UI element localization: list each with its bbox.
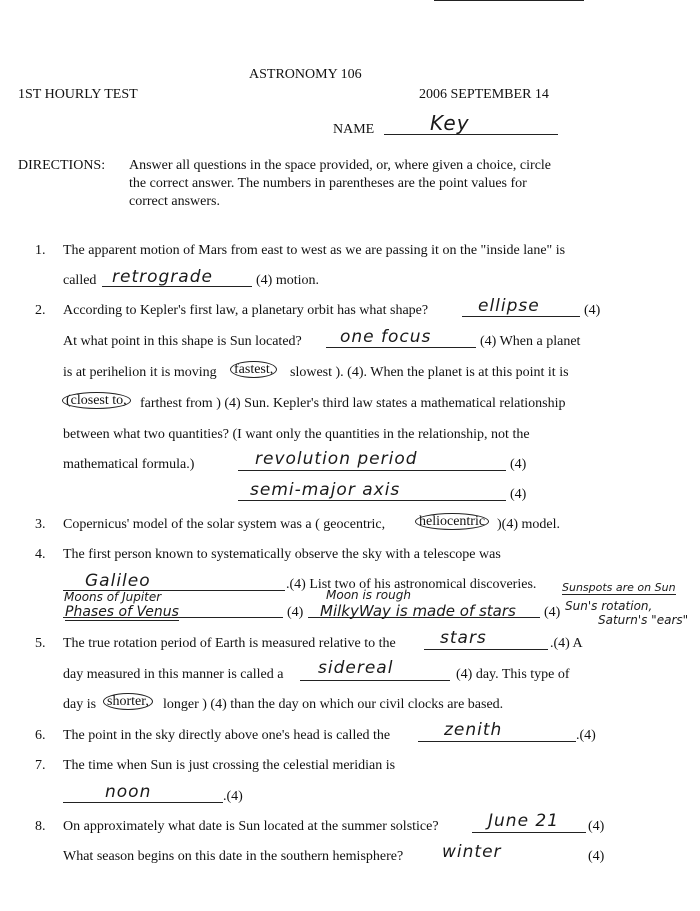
q8-b-answer: winter bbox=[442, 842, 502, 862]
q7-number: 7. bbox=[35, 758, 46, 773]
q6-pre: The point in the sky directly above one's head is called the bbox=[63, 728, 391, 743]
name-line bbox=[384, 134, 558, 135]
q8-number: 8. bbox=[35, 819, 46, 834]
directions-line3: correct answers. bbox=[129, 194, 220, 209]
q8-b-pts: (4) bbox=[588, 849, 605, 864]
q4-number: 4. bbox=[35, 547, 46, 562]
q1-pre: called bbox=[63, 273, 97, 288]
q1-post: (4) motion. bbox=[256, 273, 319, 288]
q8-pre: On approximately what date is Sun located at the summer solstice? bbox=[63, 819, 439, 834]
q3-number: 3. bbox=[35, 517, 46, 532]
q1-line1: The apparent motion of Mars from east to west as we are passing it on the "inside lane" is bbox=[63, 243, 566, 258]
directions-label: DIRECTIONS: bbox=[18, 158, 106, 173]
q8-answer-line bbox=[472, 832, 586, 833]
q3-pre: Copernicus' model of the solar system was a ( geocentric, bbox=[63, 517, 386, 532]
q5-c-pre: day is bbox=[63, 697, 97, 712]
q2-circled-closest: (closest to, bbox=[62, 392, 131, 409]
q2-number: 2. bbox=[35, 303, 46, 318]
q5-b-answer-line bbox=[300, 680, 450, 681]
q2-ans2: semi-major axis bbox=[250, 480, 401, 500]
q2-ans1-points: (4) bbox=[510, 457, 527, 472]
q5-post: .(4) A bbox=[550, 636, 583, 651]
q8-b-answer-line bbox=[434, 0, 584, 1]
q4-disc1 bbox=[65, 603, 179, 621]
q2-ans2-points: (4) bbox=[510, 487, 527, 502]
q2-ans1: revolution period bbox=[255, 449, 418, 469]
q2-b-answer: one focus bbox=[340, 327, 432, 347]
q5-b-post: (4) day. This type of bbox=[456, 667, 570, 682]
q4-note-sunspots-text: Sunspots are on Sun bbox=[562, 581, 676, 594]
q8-answer: June 21 bbox=[488, 811, 560, 831]
q2-line-c-pre: is at perihelion it is moving bbox=[63, 365, 217, 380]
q4-note-saturn: Saturn's "ears" bbox=[598, 613, 689, 627]
name-label: NAME bbox=[333, 122, 375, 137]
q3-post: )(4) model. bbox=[497, 517, 560, 532]
q7-line1: The time when Sun is just crossing the celestial meridian is bbox=[63, 758, 396, 773]
q5-pre: The true rotation period of Earth is measured relative to the bbox=[63, 636, 396, 651]
q4-disc1-text: Phases of Venus bbox=[65, 604, 179, 620]
q8-b-pre: What season begins on this date in the southern hemisphere? bbox=[63, 849, 404, 864]
q7-answer: noon bbox=[105, 782, 152, 802]
q2-b-answer-line bbox=[326, 347, 476, 348]
q4-disc2: MilkyWay is made of stars bbox=[320, 602, 516, 620]
q4-mid: .(4) List two of his astronomical discoveries. bbox=[286, 577, 537, 592]
q7-post: .(4) bbox=[223, 789, 243, 804]
q4-line1: The first person known to systematically observe the sky with a telescope was bbox=[63, 547, 501, 562]
q2-line-d-post: farthest from ) (4) Sun. Kepler's third law states a mathematical relationship bbox=[140, 396, 566, 411]
q5-circled-shorter: shorter, bbox=[103, 693, 153, 710]
q3-circled-heliocentric: heliocentric bbox=[415, 513, 489, 530]
test-date: 2006 SEPTEMBER 14 bbox=[419, 87, 549, 102]
q4-note-moon-rough: Moon is rough bbox=[326, 588, 411, 602]
q2-ans1-line bbox=[238, 470, 506, 471]
q2-b-post: (4) When a planet bbox=[480, 334, 581, 349]
test-title: 1ST HOURLY TEST bbox=[18, 87, 138, 102]
q1-number: 1. bbox=[35, 243, 46, 258]
q2-a-answer-line bbox=[462, 316, 580, 317]
q5-b-pre: day measured in this manner is called a bbox=[63, 667, 284, 682]
q4-note-moons: Moons of Jupiter bbox=[64, 590, 162, 604]
q5-answer: stars bbox=[440, 628, 487, 648]
q4-note-rotation: Sun's rotation, bbox=[565, 599, 653, 613]
name-value: Key bbox=[430, 111, 470, 135]
q2-a-points: (4) bbox=[584, 303, 601, 318]
q6-answer: zenith bbox=[444, 720, 503, 740]
q7-answer-line bbox=[63, 802, 223, 803]
q2-line-a: According to Kepler's first law, a planetary orbit has what shape? bbox=[63, 303, 429, 318]
q2-a-answer: ellipse bbox=[478, 296, 540, 316]
q6-post: .(4) bbox=[576, 728, 596, 743]
q1-answer: retrograde bbox=[112, 267, 213, 287]
directions-line1: Answer all questions in the space provided, or, where given a choice, circle bbox=[129, 158, 552, 173]
q2-line-b: At what point in this shape is Sun located? bbox=[63, 334, 302, 349]
q2-line-c-post: slowest ). (4). When the planet is at this point it is bbox=[290, 365, 569, 380]
q6-number: 6. bbox=[35, 728, 46, 743]
q2-circled-fastest: fastest, bbox=[230, 361, 277, 378]
q5-answer-line bbox=[424, 649, 548, 650]
q5-number: 5. bbox=[35, 636, 46, 651]
q4-note-sunspots bbox=[562, 582, 676, 594]
q8-pts: (4) bbox=[588, 819, 605, 834]
q4-pts1: (4) bbox=[287, 605, 304, 620]
q5-b-answer: sidereal bbox=[318, 658, 394, 678]
q4-pts2: (4) bbox=[544, 605, 561, 620]
q2-line-f: mathematical formula.) bbox=[63, 457, 195, 472]
q5-c-post: longer ) (4) than the day on which our civil clocks are based. bbox=[163, 697, 504, 712]
directions-line2: the correct answer. The numbers in parentheses are the point values for bbox=[129, 176, 527, 191]
course-title: ASTRONOMY 106 bbox=[249, 67, 362, 82]
q2-ans2-line bbox=[238, 500, 506, 501]
q4-answer: Galileo bbox=[85, 571, 151, 591]
q2-line-e: between what two quantities? (I want only the quantities in the relationship, not the bbox=[63, 427, 530, 442]
q6-answer-line bbox=[418, 741, 576, 742]
